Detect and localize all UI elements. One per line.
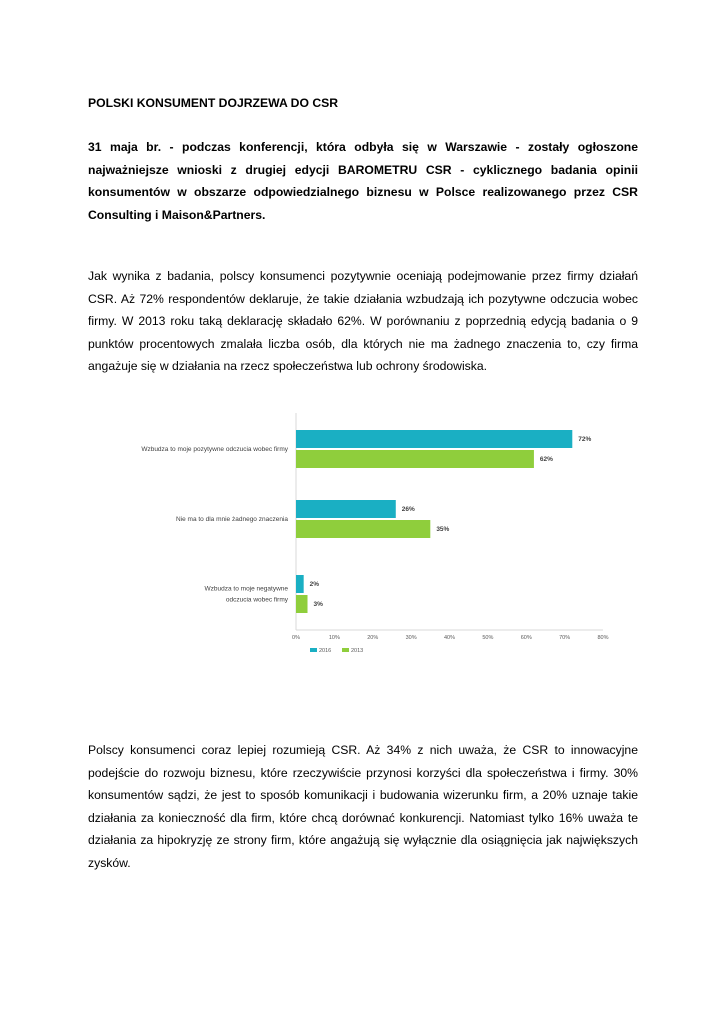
bar-label-2-2016: 2% [309,581,320,588]
legend-label-2016: 2016 [319,648,332,654]
category-label-0-0: Wzbudza to moje pozytywne odczucia wobec firmy [141,446,288,453]
legend-swatch-2016 [310,648,317,652]
bar-2-2013 [296,595,308,613]
bar-label-0-2013: 62% [539,456,553,463]
bar-label-1-2016: 26% [401,506,415,513]
legend-swatch-2013 [342,648,349,652]
lead-paragraph: 31 maja br. - podczas konferencji, która odbyła się w Warszawie - zostały ogłoszone najważniejsze wnioski z drugiej edycji BAROMETRU CSR - cyklicznego badania opinii konsumentów w obszarze odpowiedzialnego biznesu w Polsce realizowanego przez CSR Consulting i Maison&Partners. [88,140,638,222]
bar-chart [80,405,640,675]
bar-2-2016 [296,575,304,593]
bar-1-2016 [296,500,396,518]
body-paragraph-2: Polscy konsumenci coraz lepiej rozumieją CSR. Aż 34% z nich uważa, że CSR to innowacyjne podejście do rozwoju biznesu, które rzeczywiście przynosi korzyści dla społeczeństwa i firmy. 30% konsumentów sądzi, że jest to sposób komunikacji i budowania wizerunku firm, a 20% uznaje takie działania za konieczność dla firm, które chcą dorównać konkurencji. Natomiast tylko 16% uważa te działania za hipokryzję ze strony firm, które angażują się wyłącznie dla osiągnięcia jak największych zysków. [88,743,638,870]
bar-0-2016 [296,430,572,448]
bar-label-1-2013: 35% [436,526,450,533]
bar-label-0-2016: 72% [578,436,592,443]
x-tick-label-3: 30% [405,635,417,641]
x-tick-label-0: 0% [292,635,300,641]
x-tick-label-7: 70% [559,635,571,641]
x-tick-label-5: 50% [482,635,494,641]
category-label-2-1: odczucia wobec firmy [225,596,288,604]
x-tick-label-4: 40% [443,635,456,641]
x-tick-label-2: 20% [367,635,379,641]
x-tick-label-6: 60% [520,635,532,641]
body-paragraph-1: Jak wynika z badania, polscy konsumenci pozytywnie oceniają podejmowanie przez firmy działań CSR. Aż 72% respondentów deklaruje, że takie działania wzbudzają ich pozytywne odczucia wobec firmy. W 2013 roku taką deklarację składało 62%. W porównaniu z poprzednią edycją badania o 9 punktów procentowych zmalała liczba osób, dla których nie ma żadnego znaczenia to, czy firma angażuje się w działania na rzecz społeczeństwa lub ochrony środowiska. [88,269,638,373]
category-label-1-0: Nie ma to dla mnie żadnego znaczenia [175,516,288,523]
bar-label-2-2013: 3% [313,601,323,608]
document-title: POLSKI KONSUMENT DOJRZEWA DO CSR [88,96,339,110]
legend-label-2013: 2013 [351,648,364,654]
bar-0-2013 [296,450,534,468]
bar-1-2013 [296,520,430,538]
x-tick-label-1: 10% [328,635,340,641]
x-tick-label-8: 80% [597,635,609,641]
category-label-2-0: Wzbudza to moje negatywne [204,585,288,593]
